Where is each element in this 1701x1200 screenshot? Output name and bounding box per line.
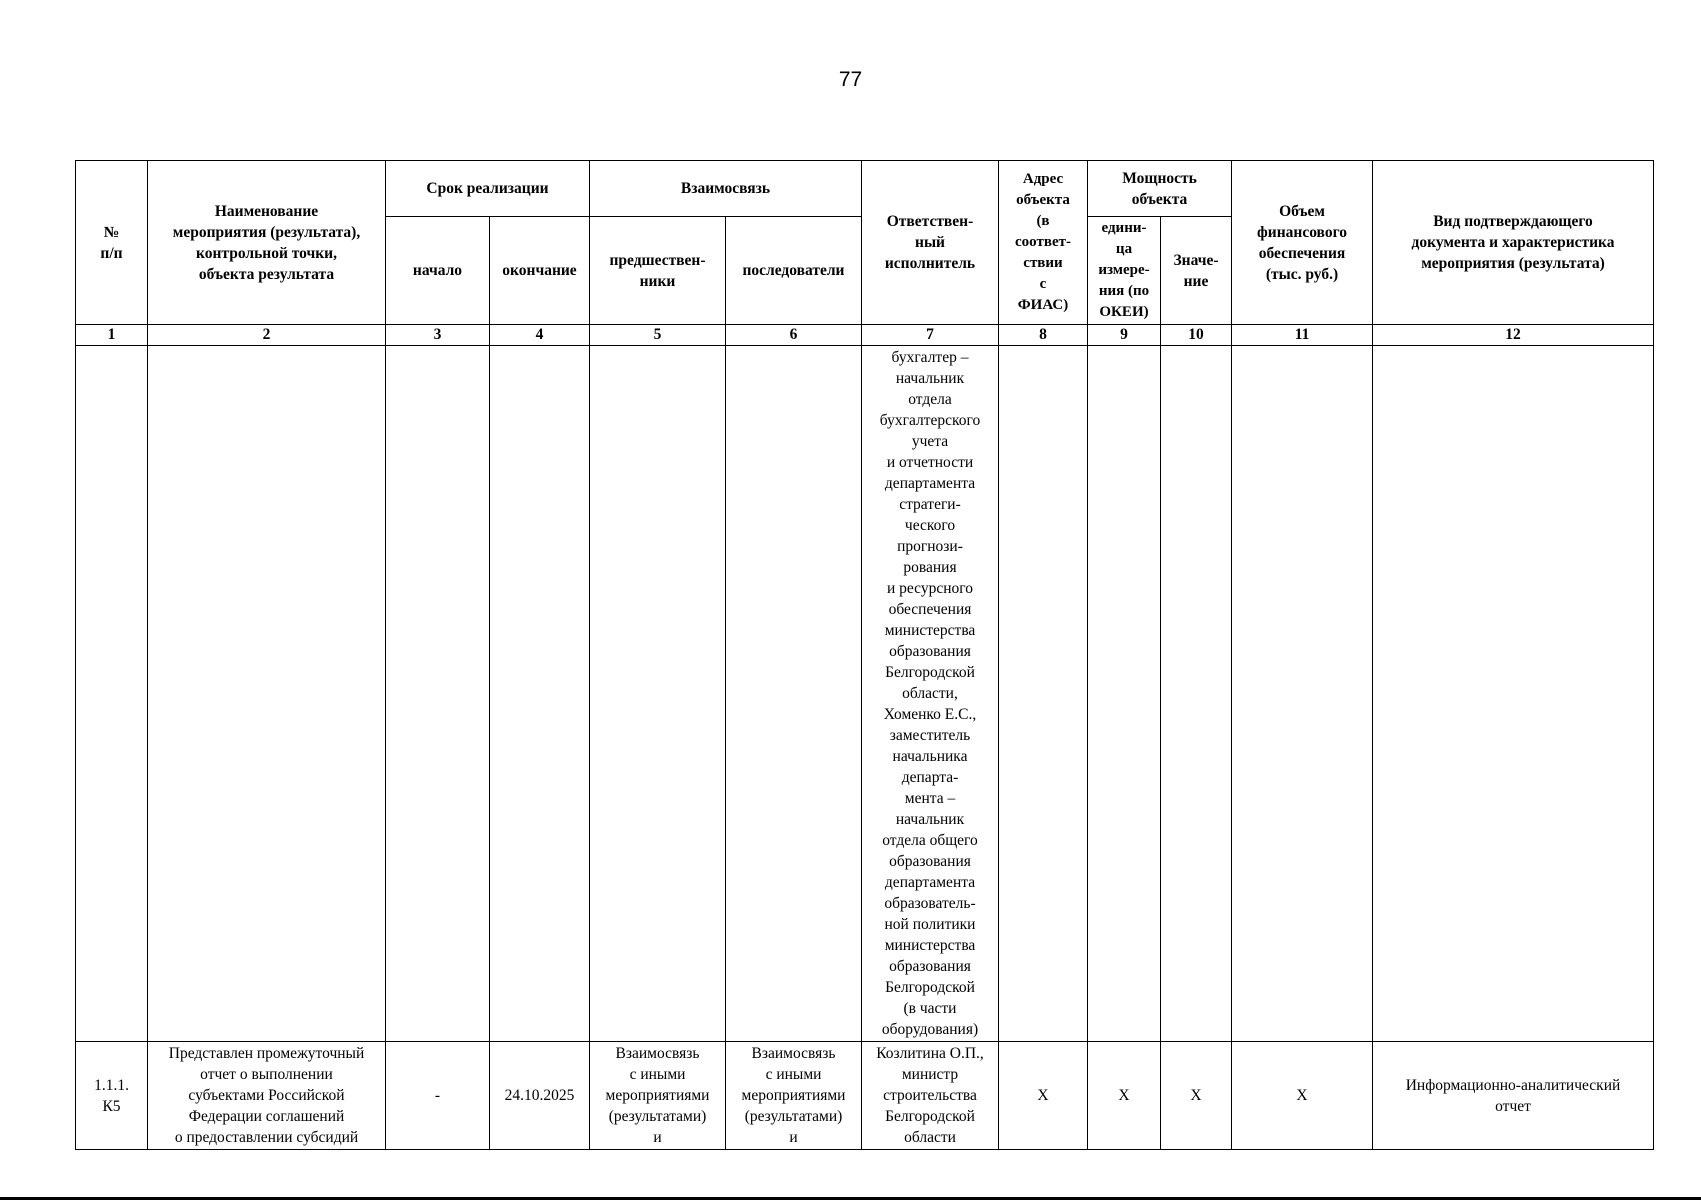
- cell-succ: Взаимосвязь с иными мероприятиями (результатами) и: [726, 1042, 862, 1150]
- header-term: Срок реализации: [386, 161, 590, 217]
- header-capacity: Мощность объекта: [1088, 161, 1232, 217]
- cell-empty: [76, 346, 148, 1042]
- header-num: № п/п: [76, 161, 148, 325]
- header-row-1: [76, 161, 1654, 217]
- col-number: 3: [386, 325, 490, 346]
- cell-empty: [1232, 346, 1373, 1042]
- col-number: 5: [590, 325, 726, 346]
- cell-responsible: Козлитина О.П., министр строительства Белгородской области: [862, 1042, 999, 1150]
- cell-address: Х: [999, 1042, 1088, 1150]
- col-number: 7: [862, 325, 999, 346]
- cell-name: Представлен промежуточный отчет о выполнении субъектами Российской Федерации соглашений о предоставлении субсидий: [148, 1042, 386, 1150]
- header-value: Значе- ние: [1161, 217, 1232, 325]
- cell-empty: [490, 346, 590, 1042]
- col-number: 11: [1232, 325, 1373, 346]
- header-term-end: окончание: [490, 217, 590, 325]
- cell-num: 1.1.1. К5: [76, 1042, 148, 1150]
- page-number: 77: [838, 68, 863, 91]
- cell-finance: Х: [1232, 1042, 1373, 1150]
- col-number: 8: [999, 325, 1088, 346]
- header-address: Адрес объекта (в соответ- ствии с ФИАС): [999, 161, 1088, 325]
- table-row: [76, 1042, 1654, 1150]
- col-number: 10: [1161, 325, 1232, 346]
- header-link-pred: предшествен- ники: [590, 217, 726, 325]
- activities-table: [75, 160, 1654, 1150]
- cell-responsible-continued: бухгалтер – начальник отдела бухгалтерского учета и отчетности департамента стратеги- ческого прогнози- рования и ресурсного обеспечения министерства образования Белгородской области, Хоменко Е.С., заместитель начальника департа- мента – начальник отдела общего образования департамента образователь- ной политики министерства образования Белгородской (в части оборудования): [862, 346, 999, 1042]
- header-name: Наименование мероприятия (результата), контрольной точки, объекта результата: [148, 161, 386, 325]
- header-responsible: Ответствен- ный исполнитель: [862, 161, 999, 325]
- cell-start: -: [386, 1042, 490, 1150]
- cell-end: 24.10.2025: [490, 1042, 590, 1150]
- header-unit: едини- ца измере- ния (по ОКЕИ): [1088, 217, 1161, 325]
- cell-empty: [1161, 346, 1232, 1042]
- cell-empty: [386, 346, 490, 1042]
- column-number-row: [76, 325, 1654, 346]
- cell-doc-type: Информационно-аналитический отчет: [1373, 1042, 1654, 1150]
- continuation-row: [76, 346, 1654, 1042]
- col-number: 4: [490, 325, 590, 346]
- cell-empty: [1373, 346, 1654, 1042]
- cell-empty: [726, 346, 862, 1042]
- header-finance: Объем финансового обеспечения (тыс. руб.): [1232, 161, 1373, 325]
- header-link: Взаимосвязь: [590, 161, 862, 217]
- col-number: 2: [148, 325, 386, 346]
- cell-empty: [1088, 346, 1161, 1042]
- cell-empty: [999, 346, 1088, 1042]
- col-number: 9: [1088, 325, 1161, 346]
- cell-empty: [148, 346, 386, 1042]
- col-number: 1: [76, 325, 148, 346]
- cell-unit: Х: [1088, 1042, 1161, 1150]
- cell-pred: Взаимосвязь с иными мероприятиями (результатами) и: [590, 1042, 726, 1150]
- header-doc-type: Вид подтверждающего документа и характеристика мероприятия (результата): [1373, 161, 1654, 325]
- cell-value: Х: [1161, 1042, 1232, 1150]
- col-number: 6: [726, 325, 862, 346]
- cell-empty: [590, 346, 726, 1042]
- header-link-succ: последователи: [726, 217, 862, 325]
- header-term-start: начало: [386, 217, 490, 325]
- col-number: 12: [1373, 325, 1654, 346]
